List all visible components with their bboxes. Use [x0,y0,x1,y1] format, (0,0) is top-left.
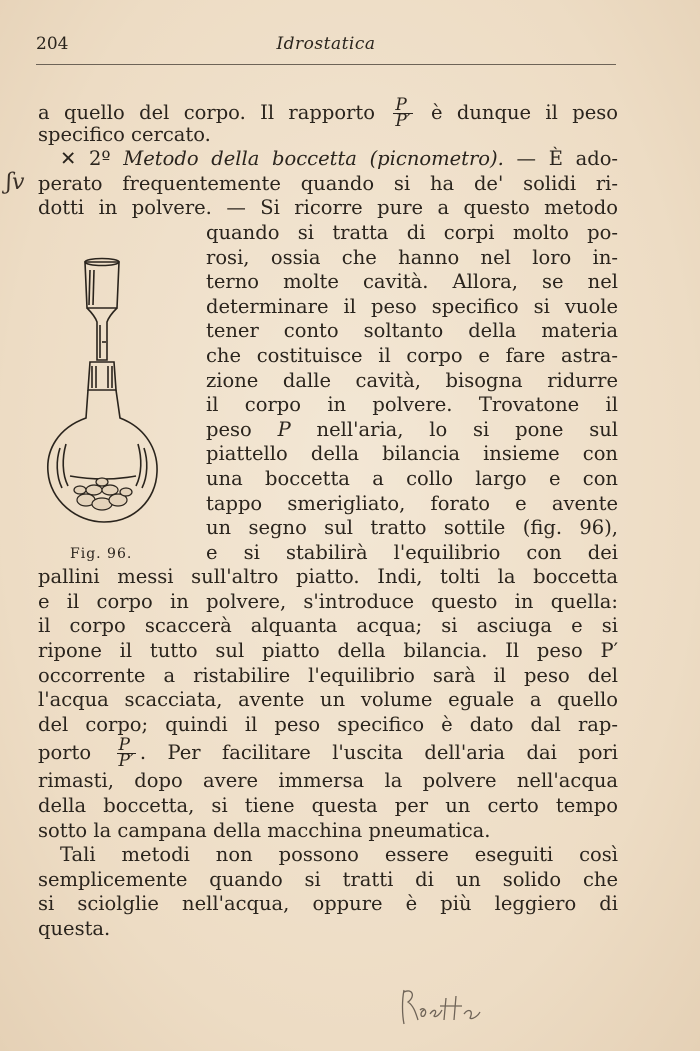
text-line: tener conto soltanto della materia [206,319,618,343]
text-line: una boccetta a collo largo e con [206,466,618,490]
text-line: quando si tratta di corpi molto po- [206,220,618,244]
method-title: Metodo della boccetta (picnometro). [123,147,504,171]
text-line: ripone il tutto sul piatto della bilancia. Il peso P′ [38,639,618,663]
text-line: si sciolglie nell'acqua, oppure è più leggiero di [38,892,618,916]
ratio-fraction: $\frac{P}{P'}$ [118,735,134,772]
wrapped-text-block [206,221,618,565]
text-line: e si stabilirà l'equilibrio con dei [206,540,618,564]
text-line: un segno sul tratto sottile (fig. 96), [206,516,618,540]
text-line: che costituisce il corpo e fare astra- [206,343,618,367]
handwritten-signature [398,980,488,1030]
text-line: rimasti, dopo avere immersa la polvere nell'acqua [38,769,618,793]
text-line: terno molte cavità. Allora, se nel [206,270,618,294]
ratio-fraction: $\frac{P}{P'}$ [395,95,411,131]
text-line: porto $\frac{P}{P'}$ . Per facilitare l'uscita dell'aria dai pori [38,735,618,772]
pycnometer-flask-illustration [40,250,190,550]
text-line: determinare il peso specifico si vuole [206,294,618,318]
text-line: il corpo in polvere. Trovatone il [206,393,618,417]
text-line: dotti in polvere. — Si ricorre pure a questo metodo [38,196,618,220]
running-title: Idrostatica [276,34,376,54]
text-line: perato frequentemente quando si ha de' solidi ri- [38,171,618,195]
text-line: il corpo scaccerà alquanta acqua; si asciuga e si [38,614,618,638]
text-line: semplicemente quando si tratti di un solido che [38,867,618,891]
text-line: pallini messi sull'altro piatto. Indi, tolti la boccetta [38,565,618,589]
text-line: a quello del corpo. Il rapporto $\frac{P}{P'}$ è dunque il peso [38,95,619,131]
text-line: del corpo; quindi il peso specifico è dato dal rap- [38,712,618,736]
text-line: piattello della bilancia insieme con [206,442,618,466]
text-line: peso P nell'aria, lo si pone sul [206,417,619,441]
text-line: l'acqua scacciata, avente un volume eguale a quello [38,688,618,712]
method-heading-line: ✕ 2º Metodo della boccetta (picnometro). — È ado- [60,147,619,171]
page-number: 204 [36,34,69,54]
handwritten-margin-note: ʃv [6,170,25,195]
text-line: tappo smerigliato, forato e avente [206,491,618,515]
text-line: specifico cercato. [38,122,211,146]
text-line: questa. [38,917,111,940]
text-line: rosi, ossia che hanno nel loro in- [206,245,618,269]
header-rule [36,64,616,65]
figure-caption: Fig. 96. [70,546,133,562]
text-line: sotto la campana della macchina pneumatica. [38,818,491,842]
text-line: e il corpo in polvere, s'introduce questo in quella: [38,589,618,613]
text-line: della boccetta, si tiene questa per un certo tempo [38,794,618,818]
page-header [36,34,616,58]
check-mark: ✕ [60,147,77,171]
text-line: zione dalle cavità, bisogna ridurre [206,368,618,392]
text-line: Tali metodi non possono essere eseguiti così [60,843,618,867]
text-line: occorrente a ristabilire l'equilibrio sarà il peso del [38,663,618,687]
